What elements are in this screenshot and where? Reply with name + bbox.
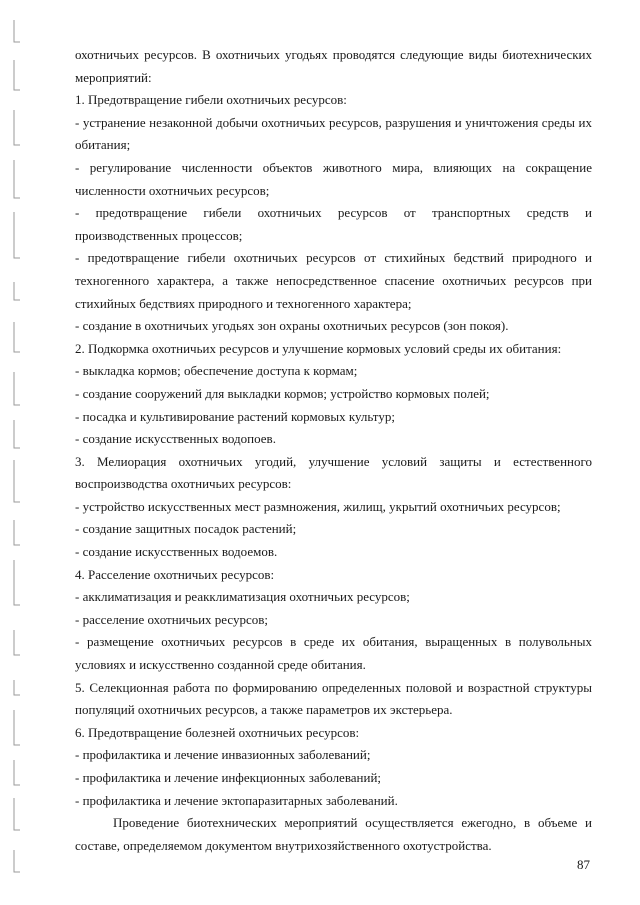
paragraph: охотничьих ресурсов. В охотничьих угодьях проводятся следующие виды биотехнических мероприятий: (75, 47, 592, 85)
list-item: - регулирование численности объектов животного мира, влияющих на сокращение численности охотничьих ресурсов; (75, 159, 592, 198)
list-item: - создание защитных посадок растений; (75, 521, 297, 537)
list-item: - профилактика и лечение эктопаразитарных заболеваний. (75, 792, 398, 808)
document-body (75, 44, 592, 857)
list-heading: 6. Предотвращение болезней охотничьих ресурсов: (75, 724, 360, 740)
closing-paragraph: Проведение биотехнических мероприятий осуществляется ежегодно, в объеме и составе, определяемом документом внутрихозяйственного охотустройства. (75, 815, 592, 853)
list-item: - расселение охотничьих ресурсов; (75, 611, 269, 627)
list-item: - устранение незаконной добычи охотничьих ресурсов, разрушения и уничтожения среды их обитания; (75, 114, 592, 153)
list-item: - устройство искусственных мест размножения, жилищ, укрытий охотничьих ресурсов; (75, 498, 561, 514)
list-heading: 5. Селекционная работа по формированию определенных половой и возрастной структуры популяций охотничьих ресурсов, а также параметров их экстерьера. (75, 679, 592, 718)
list-item: - выкладка кормов; обеспечение доступа к кормам; (75, 363, 358, 379)
list-item: - размещение охотничьих ресурсов в среде их обитания, выращенных в полувольных условиях и искусственно созданной среде обитания. (75, 634, 592, 673)
list-item: - предотвращение гибели охотничьих ресурсов от стихийных бедствий природного и техногенного характера, а также непосредственное спасение охотничьих ресурсов при стихийных бедствиях природного и техногенного характера; (75, 250, 592, 311)
list-item: - посадка и культивирование растений кормовых культур; (75, 408, 395, 424)
list-item: - профилактика и лечение инфекционных заболеваний; (75, 770, 382, 785)
page-number: 87 (577, 857, 590, 872)
list-heading: 3. Мелиорация охотничьих угодий, улучшение условий защиты и естественного воспроизводства охотничьих ресурсов: (75, 453, 592, 492)
list-item: - создание искусственных водоемов. (75, 544, 278, 560)
list-item: - создание сооружений для выкладки кормов; устройство кормовых полей; (75, 385, 490, 401)
list-heading: 2. Подкормка охотничьих ресурсов и улучшение кормовых условий среды их обитания: (75, 340, 562, 356)
list-item: - профилактика и лечение инвазионных заболеваний; (75, 747, 371, 763)
scan-margin-marks (4, 0, 26, 905)
list-item: - создание в охотничьих угодьях зон охраны охотничьих ресурсов (зон покоя). (75, 318, 509, 334)
list-item: - акклиматизация и реакклиматизация охотничьих ресурсов; (75, 589, 410, 605)
list-item: - предотвращение гибели охотничьих ресурсов от транспортных средств и производственных процессов; (75, 205, 592, 243)
list-heading: 4. Расселение охотничьих ресурсов: (75, 566, 275, 582)
list-heading: 1. Предотвращение гибели охотничьих ресурсов: (75, 92, 347, 108)
list-item: - создание искусственных водопоев. (75, 431, 276, 447)
